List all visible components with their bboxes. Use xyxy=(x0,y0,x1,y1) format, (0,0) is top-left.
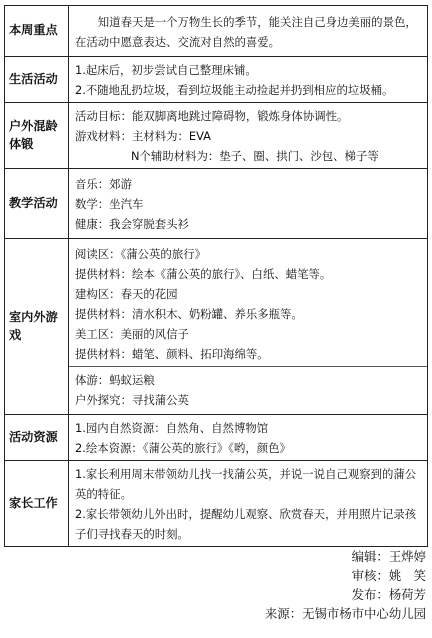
content-line: 1.园内自然资源：自然角、自然博物馆 xyxy=(75,421,269,435)
row-head: 活动资源 xyxy=(5,415,69,461)
row-content xyxy=(69,169,428,239)
row-parents xyxy=(5,461,428,547)
content-line: 提供材料：蜡笔、颜料、拓印海绵等。 xyxy=(75,347,269,361)
content-line: 1.家长利用周末带领幼儿找一找蒲公英，并说一说自己观察到的蒲公英的特征。 xyxy=(75,467,417,501)
content-line: 阅读区：《蒲公英的旅行》 xyxy=(75,247,206,261)
content-line: 游戏材料：主材料为：EVA xyxy=(75,129,211,143)
row-content xyxy=(69,239,428,415)
content-line: 2.绘本资源：《蒲公英的旅行》《哟，颜色》 xyxy=(75,441,291,455)
row-head: 本周重点 xyxy=(5,6,69,57)
content-line: 提供材料：清水积木、奶粉罐、养乐多瓶等。 xyxy=(75,307,303,321)
row-head: 教学活动 xyxy=(5,169,69,239)
row-head: 家长工作 xyxy=(5,461,69,547)
content-line: N个辅助材料为：垫子、圈、拱门、沙包、梯子等 xyxy=(131,149,379,163)
row-content xyxy=(69,415,428,461)
content-line: 1.起床后，初步尝试自己整理床铺。 xyxy=(75,63,257,77)
row-head: 户外混龄体锻 xyxy=(5,103,69,169)
row-daily-life xyxy=(5,57,428,103)
indoor-games xyxy=(69,241,427,367)
row-outdoor-exercise xyxy=(5,103,428,169)
row-content xyxy=(69,57,428,103)
row-content xyxy=(69,461,428,547)
row-head: 室内外游戏 xyxy=(5,239,69,415)
weekly-plan-table xyxy=(4,5,428,547)
row-weekly-focus xyxy=(5,6,428,57)
row-content xyxy=(69,6,428,57)
publisher-credit: 发布：杨荷芳 xyxy=(351,587,426,602)
outdoor-games xyxy=(69,367,427,412)
content-line: 2.不随地乱扔垃圾，看到垃圾能主动捡起并扔到相应的垃圾桶。 xyxy=(75,83,394,97)
content-line: 建构区：春天的花园 xyxy=(75,287,178,301)
content-line: 活动目标：能双脚离地跳过障碍物，锻炼身体协调性。 xyxy=(75,109,349,123)
content-line: 户外探究：寻找蒲公英 xyxy=(75,393,189,407)
row-resources xyxy=(5,415,428,461)
source-credit: 来源：无锡市杨市中心幼儿园 xyxy=(264,606,426,621)
reviewer-credit: 审核：姚 笑 xyxy=(351,568,426,583)
row-teaching xyxy=(5,169,428,239)
content-line: 音乐：郊游 xyxy=(75,177,132,191)
content-line: 2.家长带领幼儿外出时，提醒幼儿观察、欣赏春天，并用照片记录孩子们寻找春天的时刻。 xyxy=(75,507,417,541)
row-content xyxy=(69,103,428,169)
content-line: 美工区：美丽的风信子 xyxy=(75,327,189,341)
row-games xyxy=(5,239,428,415)
content-line: 数学：坐汽车 xyxy=(75,197,144,211)
editor-credit: 编辑：王烨婷 xyxy=(351,549,426,564)
content-line: 提供材料：绘本《蒲公英的旅行》、白纸、蜡笔等。 xyxy=(75,267,332,281)
credits-footer xyxy=(265,547,426,623)
content-line: 体游：蚂蚁运粮 xyxy=(75,373,155,387)
focus-text: 知道春天是一个万物生长的季节，能关注自己身边美丽的景色，在活动中愿意表达、交流对自然的喜爱。 xyxy=(75,14,417,49)
row-head: 生活活动 xyxy=(5,57,69,103)
content-line: 健康：我会穿脱套头衫 xyxy=(75,217,189,231)
